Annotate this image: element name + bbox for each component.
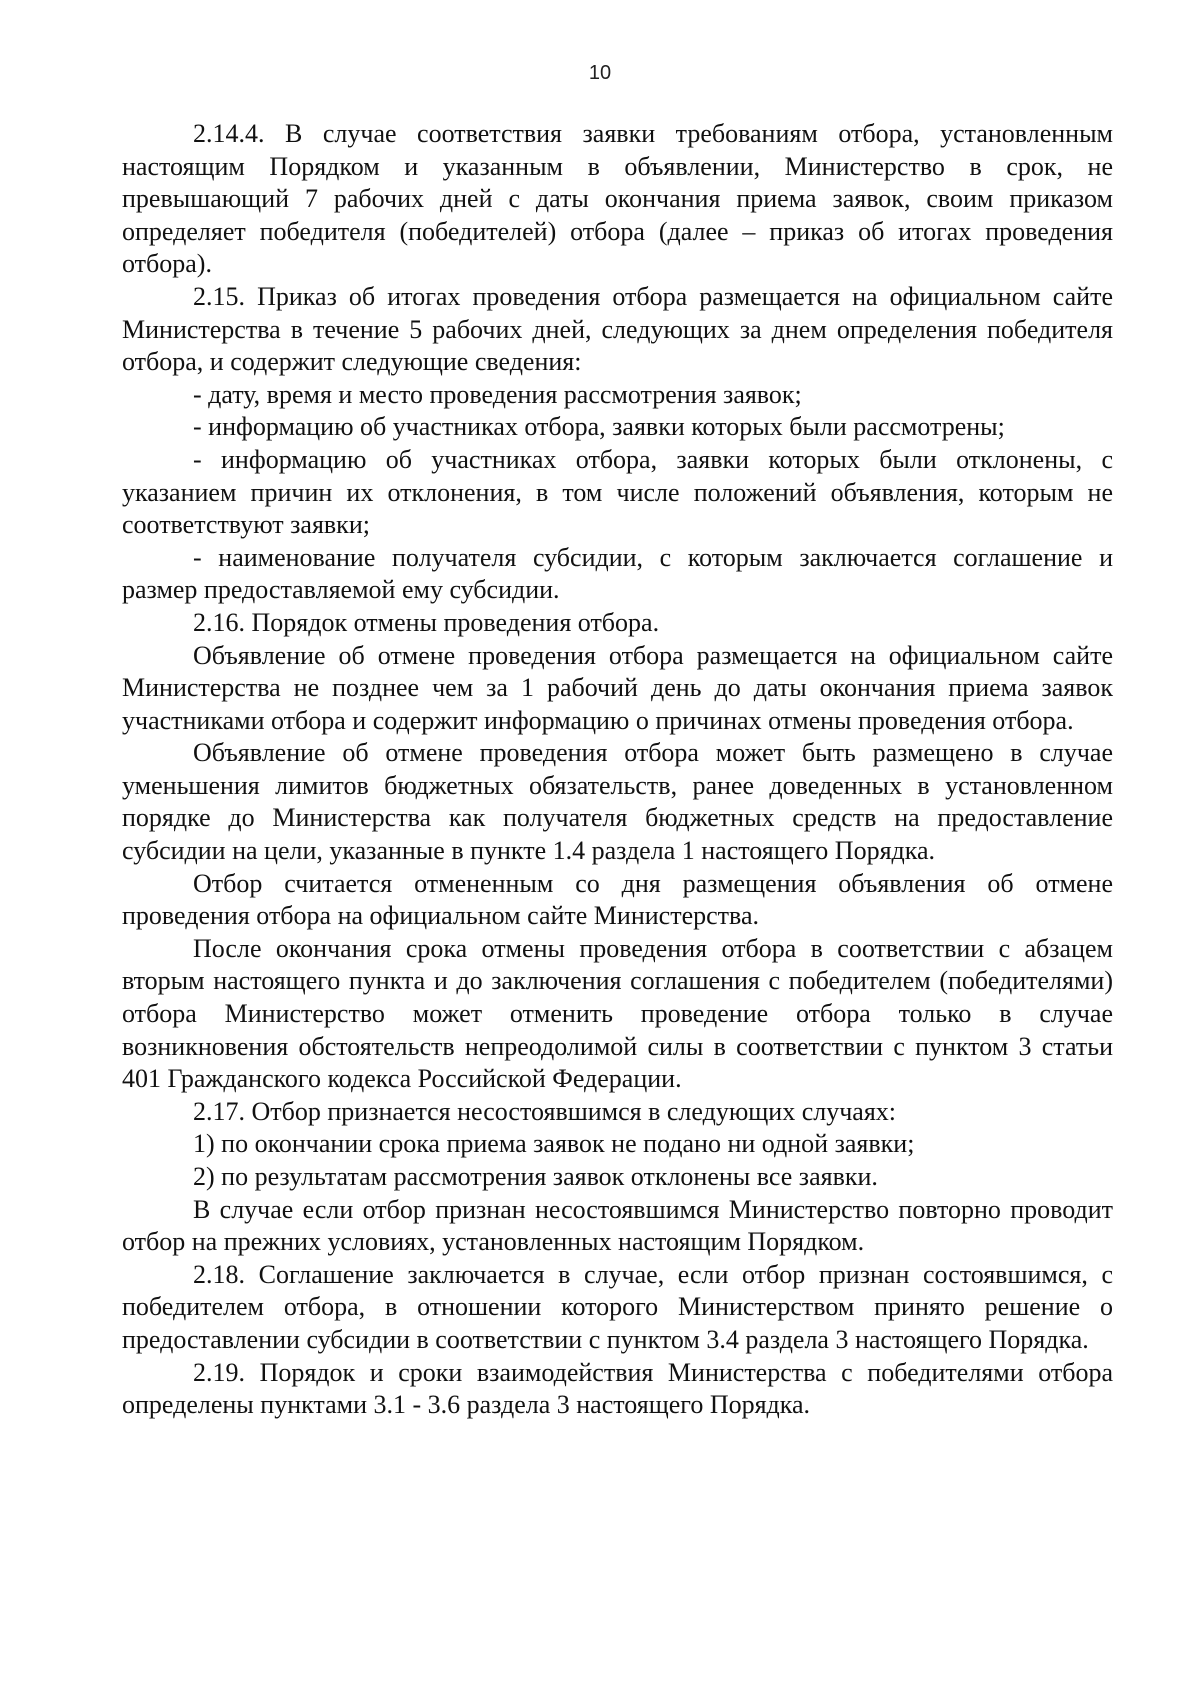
page-number: 10 [588,62,612,84]
paragraph-2-19: 2.19. Порядок и сроки взаимодействия Министерства с победителями отбора определены пунктами 3.1 - 3.6 раздела 3 настоящего Порядка. [122,1357,1113,1420]
list-item: - дату, время и место проведения рассмотрения заявок; [193,379,802,409]
paragraph: Объявление об отмене проведения отбора может быть размещено в случае уменьшения лимитов бюджетных обязательств, ранее доведенных в установленном порядке до Министерства как получателя бюджетных средств на предоставление субсидии на цели, указанные в пункте 1.4 раздела 1 настоящего Порядка. [122,738,1113,866]
list-item: 1) по окончании срока приема заявок не подано ни одной заявки; [193,1129,915,1159]
paragraph: После окончания срока отмены проведения отбора в соответствии с абзацем вторым настоящего пункта и до заключения соглашения с победителем (победителями) отбора Министерство может отменить проведение отбора только в случае возникновения обстоятельств непреодолимой силы в соответствии с пунктом 3 статьи 401 Гражданского кодекса Российской Федерации. [122,933,1113,1094]
list-item: - информацию об участниках отбора, заявки которых были отклонены, с указанием причин их отклонения, в том числе положений объявления, которым не соответствуют заявки; [122,444,1113,540]
paragraph: Объявление об отмене проведения отбора размещается на официальном сайте Министерства не позднее чем за 1 рабочий день до даты окончания приема заявок участниками отбора и содержит информацию о причинах отмены проведения отбора. [122,640,1113,735]
list-item: - наименование получателя субсидии, с которым заключается соглашение и размер предоставляемой ему субсидии. [122,542,1113,605]
paragraph-2-16: 2.16. Порядок отмены проведения отбора. [193,607,660,637]
paragraph-2-18: 2.18. Соглашение заключается в случае, если отбор признан состоявшимся, с победителем отбора, в отношении которого Министерством принято решение о предоставлении субсидии в соответствии с пунктом 3.4 раздела 3 настоящего Порядка. [122,1259,1113,1354]
paragraph-2-14-4: 2.14.4. В случае соответствия заявки требованиям отбора, установленным настоящим Порядком и указанным в объявлении, Министерство в срок, не превышающий 7 рабочих дней с даты окончания приема заявок, своим приказом определяет победителя (победителей) отбора (далее – приказ об итогах проведения отбора). [122,119,1113,279]
paragraph-2-15: 2.15. Приказ об итогах проведения отбора размещается на официальном сайте Министерства в течение 5 рабочих дней, следующих за днем определения победителя отбора, и содержит следующие сведения: [122,281,1113,377]
document-body [122,118,1113,1422]
list-item: - информацию об участниках отбора, заявки которых были рассмотрены; [193,412,1005,442]
paragraph: В случае если отбор признан несостоявшимся Министерство повторно проводит отбор на прежних условиях, установленных настоящим Порядком. [122,1194,1113,1257]
paragraph: Отбор считается отмененным со дня размещения объявления об отмене проведения отбора на официальном сайте Министерства. [122,868,1113,931]
list-item: 2) по результатам рассмотрения заявок отклонены все заявки. [193,1162,878,1191]
paragraph-2-17: 2.17. Отбор признается несостоявшимся в следующих случаях: [193,1096,897,1126]
